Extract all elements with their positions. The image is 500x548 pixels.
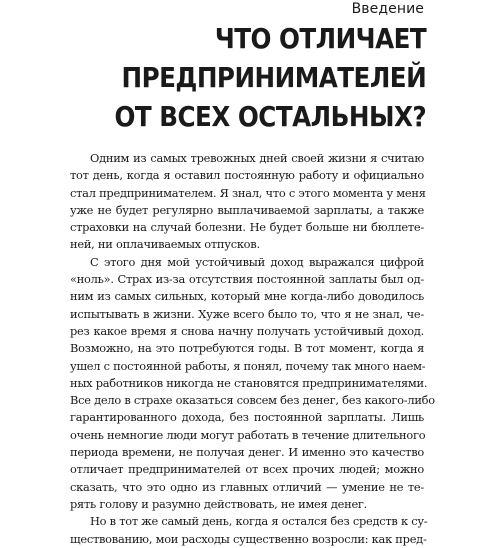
text-line: рять голову и разумно действовать, не имея денег. (70, 496, 368, 511)
text-line: С этого дня мой устойчивый доход выражался цифрой (90, 254, 424, 269)
chapter-title-line: ПРЕДПРИНИМАТЕЛЕЙ (121, 61, 426, 94)
body-text (70, 150, 435, 548)
text-line: «ноль». Страх из-за отсутствия постоянной заплаты был од- (70, 272, 424, 287)
chapter-title-line: ЧТО ОТЛИЧАЕТ (214, 22, 426, 55)
section-label: Введение (351, 1, 424, 17)
text-line: Но в тот же самый день, когда я остался без средств к су- (90, 514, 428, 529)
text-line: периода времени, не получая денег. И именно это качество (70, 445, 424, 460)
text-line: стал предпринимателем. Я знал, что с этого момента у меня (70, 185, 426, 200)
text-line: страховки на случай болезни. Не будет больше ни бюллете- (70, 220, 424, 235)
text-line: ных работников никогда не становятся предпринимателями. (70, 375, 428, 390)
text-line: уже не будет регулярно выплачиваемой зарплаты, а также (70, 202, 424, 217)
text-line: ним из самых сильных, который мне когда-либо доводилось (70, 289, 424, 304)
text-line: Все дело в страхе оказаться совсем без денег, без какого-либо (70, 393, 435, 408)
text-line: Возможно, на это потребуются годы. В тот момент, когда я (70, 341, 424, 356)
text-line: испытывать в жизни. Хуже всего было то, что я не знал, че- (70, 306, 424, 321)
text-line: рез какое время я снова начну получать устойчивый доход. (70, 323, 424, 338)
text-line: очень немногие люди могут работать в течение длительного (70, 427, 426, 442)
text-line: сказать, что это одно из главных отличий — умение не те- (70, 479, 424, 494)
text-line: гарантированного дохода, без постоянной зарплаты. Лишь (70, 410, 424, 425)
chapter-title (114, 19, 426, 136)
chapter-title-line: ОТ ВСЕХ ОСТАЛЬНЫХ? (114, 100, 426, 133)
text-line: ществованию, мои расходы существенно возросли: как пред- (70, 531, 427, 546)
text-line: отличает предпринимателей от всех прочих людей; можно (70, 462, 424, 477)
text-line: ней, ни оплачиваемых отпусков. (70, 237, 260, 252)
text-line: ушел с постоянной работы, я понял, почему так много наем- (70, 358, 426, 373)
text-line: тот день, когда я оставил постоянную работу и официально (70, 168, 424, 183)
text-line: Одним из самых тревожных дней своей жизни я считаю (90, 151, 424, 165)
